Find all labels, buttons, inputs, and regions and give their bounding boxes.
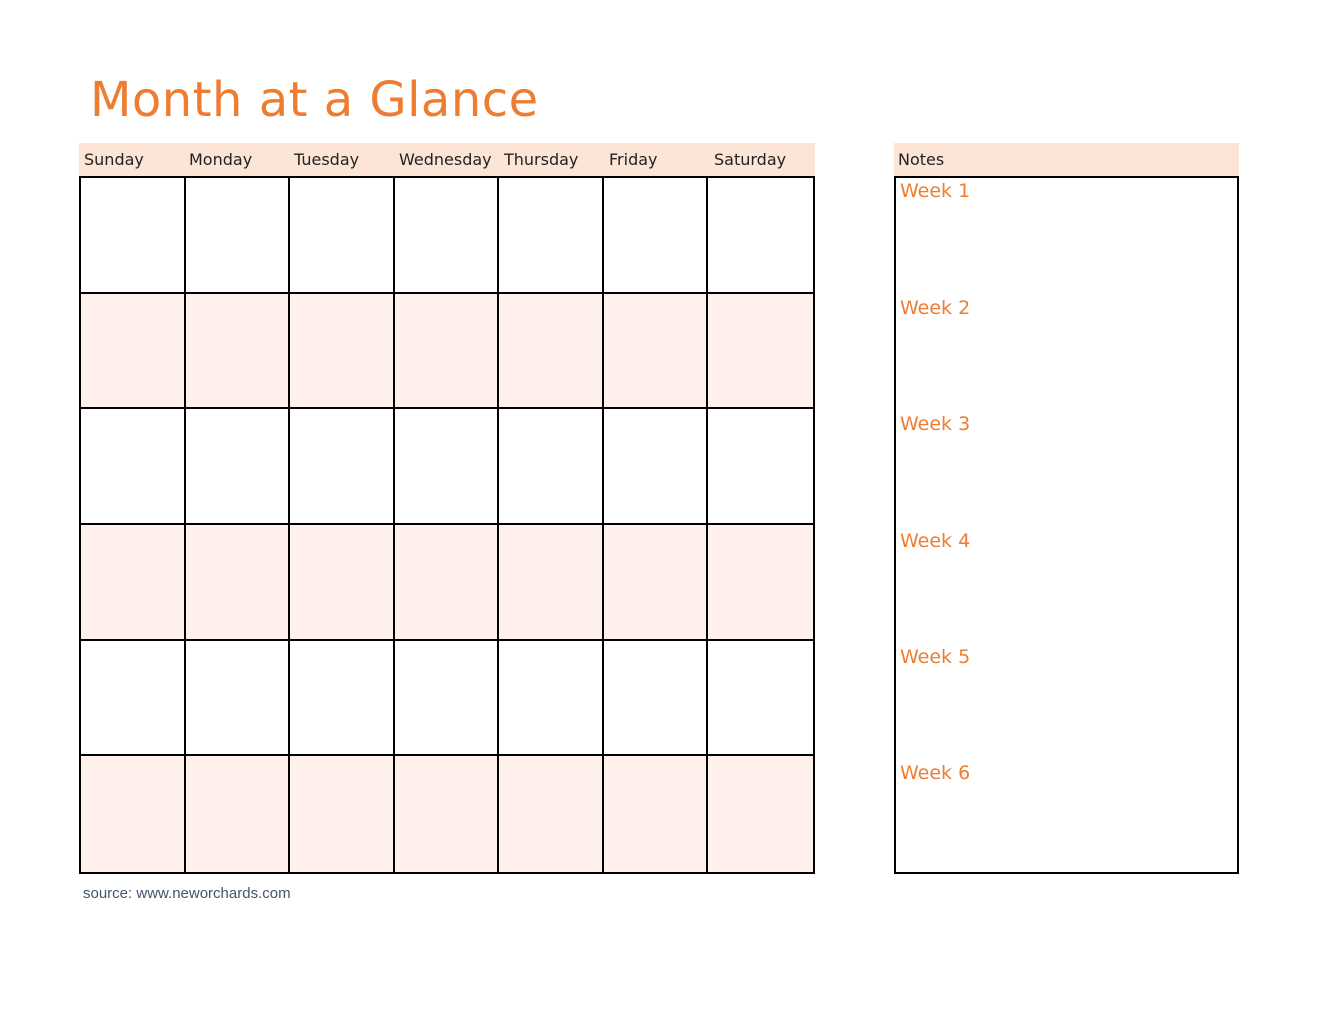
notes-week-2-label: Week 2 (900, 297, 971, 319)
weekday-header-wednesday: Wednesday (399, 150, 492, 169)
weekday-header-saturday: Saturday (714, 150, 787, 169)
source-credit: source: www.neworchards.com (83, 885, 291, 902)
weekday-header-row (79, 143, 815, 176)
calendar-day-cell[interactable] (395, 641, 500, 757)
calendar-day-cell[interactable] (81, 641, 186, 757)
calendar-day-cell[interactable] (81, 756, 186, 872)
calendar-day-cell[interactable] (499, 294, 604, 410)
calendar-day-cell[interactable] (708, 409, 813, 525)
calendar-day-cell[interactable] (186, 641, 291, 757)
notes-header: Notes (894, 143, 1239, 176)
calendar-day-cell[interactable] (708, 756, 813, 872)
calendar-day-cell[interactable] (290, 641, 395, 757)
calendar-day-cell[interactable] (708, 641, 813, 757)
calendar-day-cell[interactable] (395, 178, 500, 294)
calendar-day-cell[interactable] (290, 756, 395, 872)
calendar-day-cell[interactable] (290, 409, 395, 525)
calendar-day-cell[interactable] (186, 294, 291, 410)
calendar-day-cell[interactable] (604, 756, 709, 872)
calendar-day-cell[interactable] (499, 756, 604, 872)
calendar-day-cell[interactable] (290, 178, 395, 294)
calendar-day-cell[interactable] (499, 409, 604, 525)
calendar-day-cell[interactable] (708, 178, 813, 294)
weekday-header-friday: Friday (609, 150, 658, 169)
calendar-day-cell[interactable] (81, 294, 186, 410)
notes-week-6-label: Week 6 (900, 762, 971, 784)
calendar-day-cell[interactable] (186, 178, 291, 294)
weekday-header-tuesday: Tuesday (294, 150, 360, 169)
calendar-day-cell[interactable] (395, 525, 500, 641)
calendar-day-cell[interactable] (81, 178, 186, 294)
calendar-day-cell[interactable] (499, 178, 604, 294)
notes-week-1-label: Week 1 (900, 180, 971, 202)
calendar-day-cell[interactable] (604, 409, 709, 525)
notes-week-5-label: Week 5 (900, 646, 971, 668)
calendar-grid (79, 176, 815, 874)
weekday-header-thursday: Thursday (504, 150, 579, 169)
weekday-header-monday: Monday (189, 150, 253, 169)
calendar-day-cell[interactable] (81, 409, 186, 525)
notes-week-4-label: Week 4 (900, 530, 971, 552)
calendar-day-cell[interactable] (395, 294, 500, 410)
calendar-day-cell[interactable] (290, 525, 395, 641)
calendar-day-cell[interactable] (604, 178, 709, 294)
calendar-day-cell[interactable] (186, 409, 291, 525)
calendar-day-cell[interactable] (290, 294, 395, 410)
calendar-day-cell[interactable] (186, 756, 291, 872)
calendar-day-cell[interactable] (708, 525, 813, 641)
calendar-day-cell[interactable] (186, 525, 291, 641)
calendar-day-cell[interactable] (499, 641, 604, 757)
weekday-header-sunday: Sunday (84, 150, 144, 169)
calendar-day-cell[interactable] (604, 641, 709, 757)
page-title: Month at a Glance (90, 72, 539, 128)
calendar-day-cell[interactable] (708, 294, 813, 410)
calendar-day-cell[interactable] (395, 409, 500, 525)
calendar-day-cell[interactable] (604, 294, 709, 410)
calendar-day-cell[interactable] (604, 525, 709, 641)
calendar-day-cell[interactable] (499, 525, 604, 641)
calendar-day-cell[interactable] (395, 756, 500, 872)
calendar-day-cell[interactable] (81, 525, 186, 641)
notes-week-3-label: Week 3 (900, 413, 971, 435)
notes-box[interactable] (894, 176, 1239, 874)
